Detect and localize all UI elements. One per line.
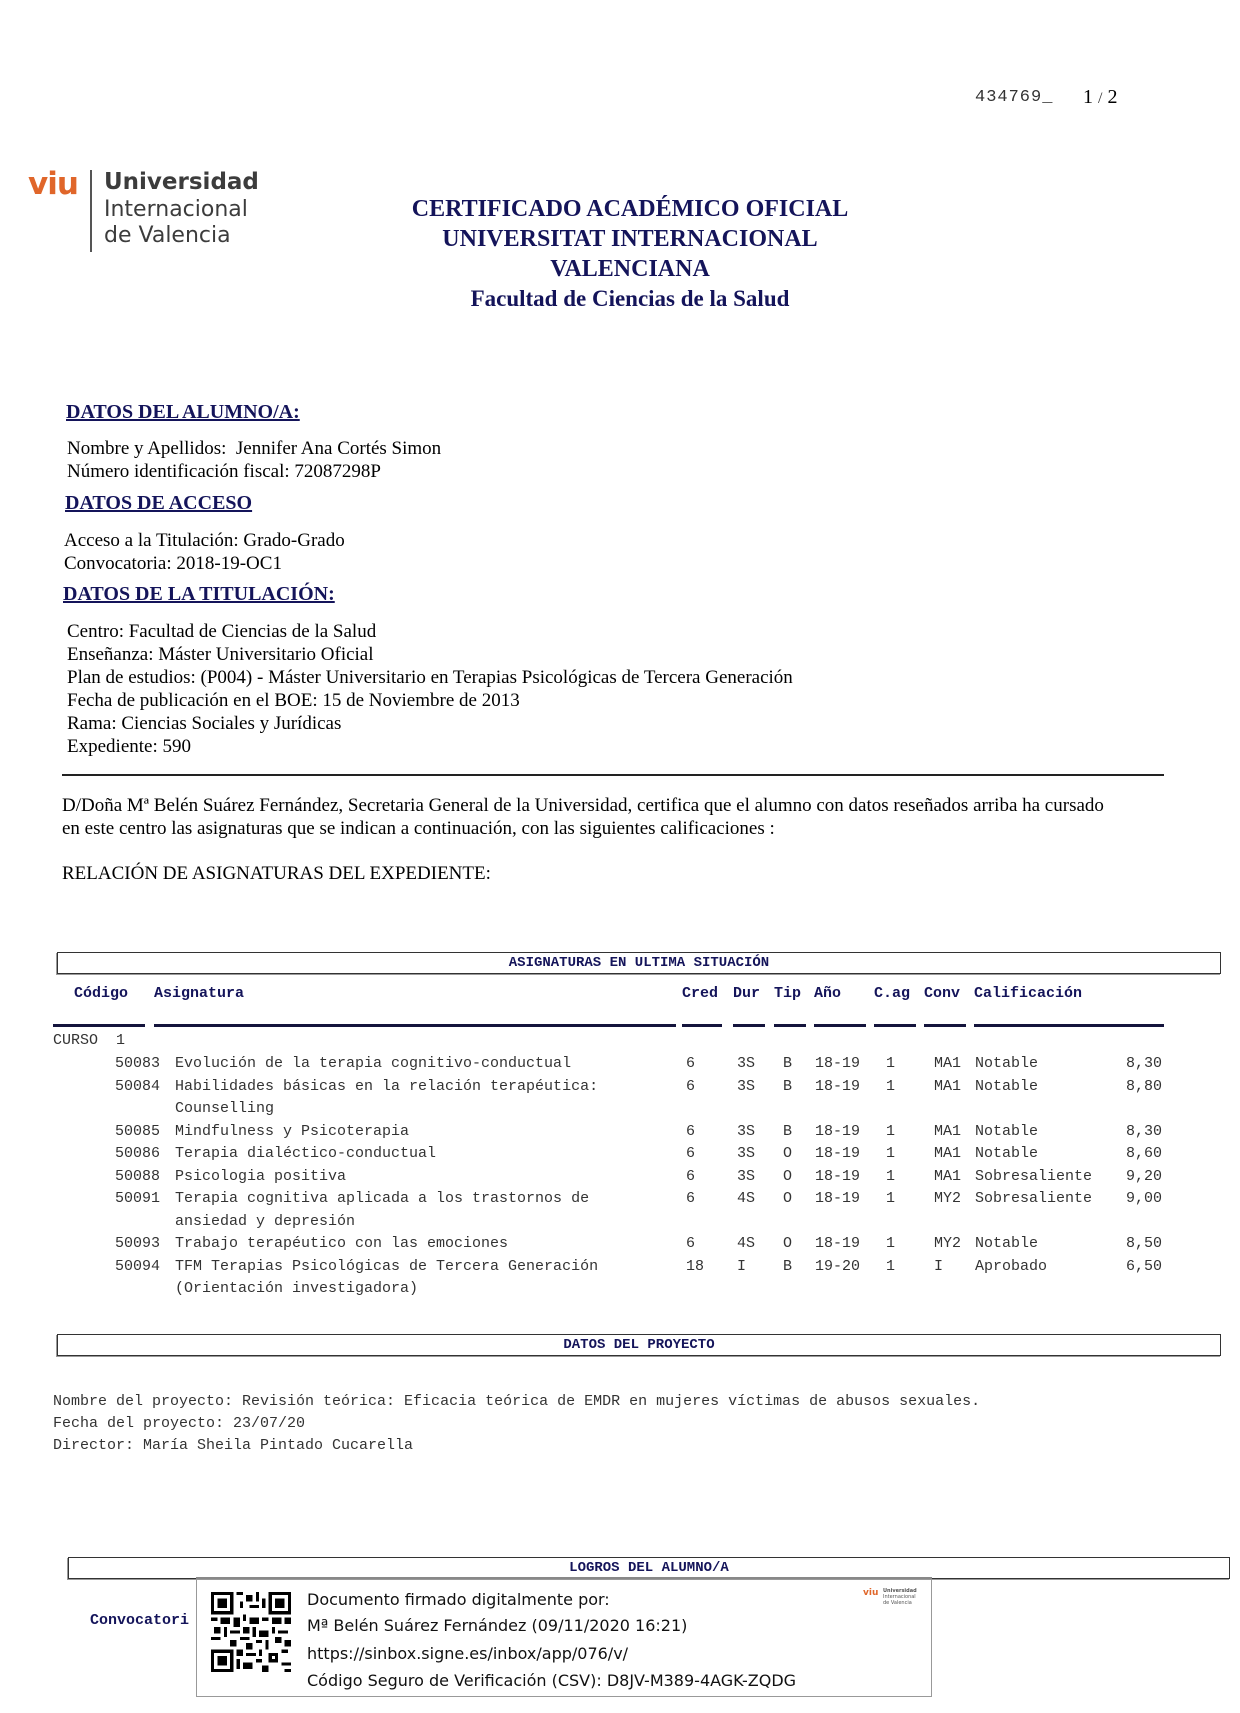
cell-cag: 1 xyxy=(886,1122,896,1140)
cell-conv: MY2 xyxy=(934,1235,962,1252)
header-conv: Conv xyxy=(924,985,961,1002)
university-logo xyxy=(28,166,258,252)
cell-codigo: 50083 xyxy=(115,1055,161,1072)
page-number xyxy=(1083,86,1117,109)
cell-codigo: 50088 xyxy=(115,1167,161,1185)
header-anio: Año xyxy=(814,985,842,1002)
cell-cag: 1 xyxy=(886,1055,896,1072)
header-codigo: Código xyxy=(74,985,129,1002)
cell-nota: 8,30 xyxy=(1126,1055,1163,1072)
cell-dur: 3S xyxy=(737,1122,756,1140)
cell-dur: 4S xyxy=(737,1190,756,1207)
acceso-value: Grado-Grado xyxy=(243,530,345,551)
cell-conv: MA1 xyxy=(934,1077,962,1095)
cell-cag: 1 xyxy=(886,1167,896,1185)
logros-box-title: LOGROS DEL ALUMNO/A xyxy=(68,1557,1230,1579)
stamp-logo-line-1: Universidad xyxy=(883,1588,917,1594)
cell-tip: O xyxy=(783,1235,793,1252)
page-total: 2 xyxy=(1107,86,1118,108)
titulacion-ensenanza: Enseñanza: Máster Universitario Oficial xyxy=(67,644,374,665)
convocatoria-label: Convocatoria: xyxy=(64,553,172,574)
nombre-label: Nombre y Apellidos: xyxy=(67,438,227,459)
acceso-heading: DATOS DE ACCESO xyxy=(65,492,253,514)
firma-line-1: Documento firmado digitalmente por: xyxy=(307,1590,610,1609)
convocatoria-value: 2018-19-OC1 xyxy=(176,553,282,574)
cell-asignatura-cont: (Orientación investigadora) xyxy=(175,1280,419,1297)
nif-value: 72087298P xyxy=(294,461,381,482)
acceso-label: Acceso a la Titulación: xyxy=(64,530,239,551)
cell-calificacion: Notable xyxy=(975,1122,1039,1140)
asignaturas-box-title: ASIGNATURAS EN ULTIMA SITUACIÓN xyxy=(57,952,1221,974)
titulacion-boe: Fecha de publicación en el BOE: 15 de Noviembre de 2013 xyxy=(67,690,520,711)
logo-mark: viu xyxy=(28,166,78,202)
title-faculty: Facultad de Ciencias de la Salud xyxy=(470,286,790,311)
qr-code-icon[interactable] xyxy=(211,1592,291,1672)
cell-asignatura: Trabajo terapéutico con las emociones xyxy=(175,1235,509,1252)
cell-nota: 9,20 xyxy=(1126,1167,1163,1185)
nombre-value: Jennifer Ana Cortés Simon xyxy=(235,438,442,459)
reference-number: 434769 xyxy=(975,88,1043,107)
cell-cag: 1 xyxy=(886,1235,896,1252)
cell-asignatura: Mindfulness y Psicoterapia xyxy=(175,1122,410,1140)
cell-nota: 6,50 xyxy=(1126,1257,1163,1275)
stamp-logo-mark: viu xyxy=(863,1588,879,1598)
cell-asignatura: Evolución de la terapia cognitivo-conductual xyxy=(175,1055,572,1072)
cell-cag: 1 xyxy=(886,1077,896,1095)
relacion-heading: RELACIÓN DE ASIGNATURAS DEL EXPEDIENTE: xyxy=(62,863,491,884)
cell-cag: 1 xyxy=(886,1145,896,1162)
cell-anio: 19-20 xyxy=(815,1257,861,1275)
digital-signature-stamp xyxy=(196,1579,932,1697)
cell-tip: B xyxy=(783,1055,793,1072)
cell-calificacion: Sobresaliente xyxy=(975,1167,1093,1185)
firma-url[interactable]: https://sinbox.signe.es/inbox/app/076/v/ xyxy=(307,1644,629,1663)
cell-dur: I xyxy=(737,1257,747,1275)
cell-anio: 18-19 xyxy=(815,1145,861,1162)
cell-conv: MA1 xyxy=(934,1145,962,1162)
cell-codigo: 50085 xyxy=(115,1122,161,1140)
cell-calificacion: Notable xyxy=(975,1145,1039,1162)
title-line-2: UNIVERSITAT INTERNACIONAL xyxy=(442,226,818,252)
header-calificacion: Calificación xyxy=(974,985,1083,1002)
cell-dur: 3S xyxy=(737,1167,756,1185)
underline-cag xyxy=(874,1024,916,1027)
cell-calificacion: Notable xyxy=(975,1077,1039,1095)
cell-asignatura: Habilidades básicas en la relación terapéutica: xyxy=(175,1077,599,1095)
underline-conv xyxy=(924,1024,966,1027)
cell-anio: 18-19 xyxy=(815,1077,861,1095)
stamp-university-logo xyxy=(863,1586,923,1612)
underline-calificacion xyxy=(974,1024,1164,1027)
cell-nota: 8,30 xyxy=(1126,1122,1163,1140)
cell-conv: MY2 xyxy=(934,1190,962,1207)
titulacion-heading: DATOS DE LA TITULACIÓN: xyxy=(63,583,335,605)
curso-label: CURSO 1 xyxy=(53,1032,126,1049)
titulacion-details xyxy=(67,620,793,758)
cell-asignatura: Terapia cognitiva aplicada a los trastornos de xyxy=(175,1190,590,1207)
stamp-logo-line-2: Internacional xyxy=(883,1594,916,1600)
alumno-nombre xyxy=(67,437,441,460)
firma-csv: Código Seguro de Verificación (CSV): D8JV-M389-4AGK-ZQDG xyxy=(307,1671,797,1690)
cell-calificacion: Notable xyxy=(975,1055,1039,1072)
proyecto-fecha: Fecha del proyecto: 23/07/20 xyxy=(53,1415,306,1432)
cell-dur: 3S xyxy=(737,1145,756,1162)
header-cag: C.ag xyxy=(874,985,911,1002)
cell-cred: 6 xyxy=(686,1235,696,1252)
underline-codigo xyxy=(53,1024,145,1027)
section-divider xyxy=(62,774,1164,776)
cell-calificacion: Sobresaliente xyxy=(975,1190,1093,1207)
cell-conv: I xyxy=(934,1257,944,1275)
cell-asignatura: Terapia dialéctico-conductual xyxy=(175,1145,437,1162)
underline-dur xyxy=(733,1024,765,1027)
cell-nota: 8,50 xyxy=(1126,1235,1163,1252)
cell-cred: 6 xyxy=(686,1145,696,1162)
nif-label: Número identificación fiscal: xyxy=(67,461,290,482)
cell-asignatura: TFM Terapias Psicológicas de Tercera Generación xyxy=(175,1257,599,1275)
proyecto-nombre: Nombre del proyecto: Revisión teórica: Eficacia teórica de EMDR en mujeres víctimas de abusos sexuales. xyxy=(53,1393,981,1410)
cell-asignatura-cont: Counselling xyxy=(175,1100,275,1117)
page-sep: / xyxy=(1098,90,1103,107)
cell-codigo: 50084 xyxy=(115,1077,161,1095)
certificacion-line-2: en este centro las asignaturas que se indican a continuación, con las siguientes calificaciones : xyxy=(62,818,775,839)
titulacion-centro: Centro: Facultad de Ciencias de la Salud xyxy=(67,621,377,642)
cell-codigo: 50093 xyxy=(115,1235,161,1252)
cell-cred: 6 xyxy=(686,1077,696,1095)
cell-conv: MA1 xyxy=(934,1055,962,1072)
cell-asignatura-cont: ansiedad y depresión xyxy=(175,1212,356,1230)
cell-codigo: 50091 xyxy=(115,1190,161,1207)
cell-dur: 3S xyxy=(737,1055,756,1072)
page-current: 1 xyxy=(1083,86,1093,108)
cell-cred: 6 xyxy=(686,1167,696,1185)
cell-conv: MA1 xyxy=(934,1122,962,1140)
logo-line-3: de Valencia xyxy=(104,223,231,248)
titulacion-plan: Plan de estudios: (P004) - Máster Universitario en Terapias Psicológicas de Tercera Generación xyxy=(67,667,793,688)
proyecto-director: Director: María Sheila Pintado Cucarella xyxy=(53,1437,414,1454)
logo-line-2: Internacional xyxy=(104,197,248,222)
cell-cred: 18 xyxy=(686,1257,705,1275)
document-title xyxy=(330,194,930,314)
cell-nota: 8,60 xyxy=(1126,1145,1163,1162)
title-line-3: VALENCIANA xyxy=(550,256,710,282)
acceso-convocatoria xyxy=(64,552,282,575)
logros-convocatoria-label: Convocatori xyxy=(90,1612,190,1629)
certificacion-line-1: D/Doña Mª Belén Suárez Fernández, Secretaria General de la Universidad, certifica que el alumno con datos reseñados arriba ha cursado xyxy=(62,795,1104,816)
titulacion-expediente: Expediente: 590 xyxy=(67,736,191,757)
reference-dash: _ xyxy=(1042,88,1054,107)
underline-tip xyxy=(774,1024,806,1027)
cell-calificacion: Notable xyxy=(975,1235,1039,1252)
cell-codigo: 50086 xyxy=(115,1145,161,1162)
cell-anio: 18-19 xyxy=(815,1055,861,1072)
alumno-heading: DATOS DEL ALUMNO/A: xyxy=(66,401,300,423)
acceso-titulacion xyxy=(64,529,345,552)
cell-tip: B xyxy=(783,1257,793,1275)
underline-asignatura xyxy=(154,1024,676,1027)
firma-signer: Mª Belén Suárez Fernández (09/11/2020 16:21) xyxy=(307,1616,688,1635)
cell-anio: 18-19 xyxy=(815,1235,861,1252)
cell-anio: 18-19 xyxy=(815,1122,861,1140)
cell-asignatura: Psicologia positiva xyxy=(175,1167,347,1185)
cell-calificacion: Aprobado xyxy=(975,1257,1048,1275)
cell-anio: 18-19 xyxy=(815,1167,861,1185)
header-cred: Cred xyxy=(682,985,719,1002)
cell-cred: 6 xyxy=(686,1122,696,1140)
stamp-logo-line-3: de Valencia xyxy=(883,1600,912,1606)
alumno-nif xyxy=(67,460,381,483)
cell-anio: 18-19 xyxy=(815,1190,861,1207)
cell-conv: MA1 xyxy=(934,1167,962,1185)
header-dur: Dur xyxy=(733,985,761,1002)
cell-tip: B xyxy=(783,1122,793,1140)
cell-nota: 9,00 xyxy=(1126,1190,1163,1207)
cell-cred: 6 xyxy=(686,1055,696,1072)
cell-tip: B xyxy=(783,1077,793,1095)
logo-divider xyxy=(90,170,92,252)
cell-nota: 8,80 xyxy=(1126,1077,1163,1095)
logo-line-1: Universidad xyxy=(104,169,259,195)
cell-tip: O xyxy=(783,1190,793,1207)
titulacion-rama: Rama: Ciencias Sociales y Jurídicas xyxy=(67,713,342,734)
cell-dur: 4S xyxy=(737,1235,756,1252)
cell-cred: 6 xyxy=(686,1190,696,1207)
cell-cag: 1 xyxy=(886,1257,896,1275)
document-reference xyxy=(975,88,1053,107)
cell-codigo: 50094 xyxy=(115,1257,161,1275)
cell-tip: O xyxy=(783,1145,793,1162)
cell-tip: O xyxy=(783,1167,793,1185)
proyecto-box-title: DATOS DEL PROYECTO xyxy=(57,1334,1221,1356)
header-tip: Tip xyxy=(774,985,802,1002)
header-asignatura: Asignatura xyxy=(154,985,245,1002)
cell-cag: 1 xyxy=(886,1190,896,1207)
title-line-1: CERTIFICADO ACADÉMICO OFICIAL xyxy=(411,196,849,222)
underline-anio xyxy=(814,1024,866,1027)
certificacion-text xyxy=(62,794,1222,840)
underline-cred xyxy=(682,1024,722,1027)
cell-dur: 3S xyxy=(737,1077,756,1095)
